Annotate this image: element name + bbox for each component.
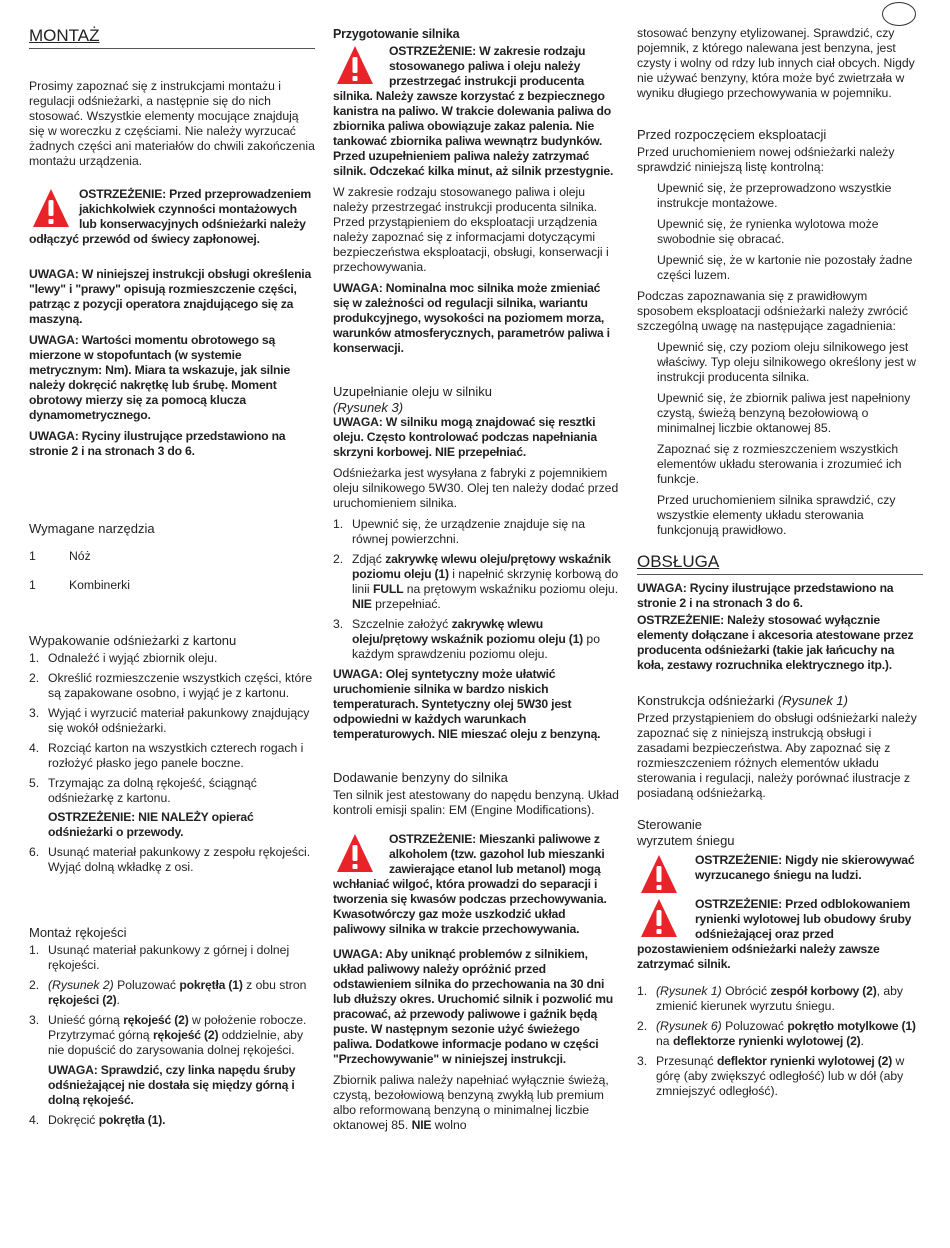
warning-alcohol-fuel: OSTRZEŻENIE: Mieszanki paliwowe z alkoholem (tzw. gazohol lub mieszanki zawierające etanol lub metanol) mogą wchłaniać wilgoć, która prowadzi do separacji i tworzenia się kwasów podczas przechowywania. Kwasotwórczy gaz może uszkodzić układ paliwowy silnika w trakcie przechowywania. bbox=[333, 832, 607, 936]
list-item: 2. Określić rozmieszczenie wszystkich części, które są zapakowane osobno, i wyjąć je z kartonu. bbox=[29, 671, 313, 700]
tool-item: 1 Nóż bbox=[29, 549, 91, 563]
fuel-text: Ten silnik jest atestowany do napędu benzyną. Układ kontroli emisji spalin: EM (Engine Modifications). bbox=[333, 788, 619, 817]
warning-triangle-icon bbox=[639, 897, 679, 941]
control-heading: Sterowanie wyrzutem śniegu bbox=[637, 817, 735, 848]
note-left-right: UWAGA: W niniejszej instrukcji obsługi określenia "lewy" i "prawy" opisują rozmieszczenie części, patrząc z pozycji operatora znajdującego się za maszyną. bbox=[29, 267, 312, 326]
warning-triangle-icon bbox=[31, 187, 71, 231]
list-item: Upewnić się, czy poziom oleju silnikowego jest właściwy. Typ oleju silnikowego określony jest w instrukcji producenta silnika. bbox=[657, 340, 916, 384]
list-item: 1. (Rysunek 1) Obrócić zespół korbowy (2), aby zmienić kierunek wyrzutu śniegu. bbox=[637, 984, 904, 1013]
fuel-heading: Dodawanie benzyny do silnika bbox=[333, 770, 508, 785]
list-item: 3. Unieść górną rękojeść (2) w położenie robocze. Przytrzymać górną rękojeść (2) oddzielnie, aby nie dopuścić do zarysowania dolnej rękojeści. UWAGA: Sprawdzić, czy linka napędu śruby odśnieżającej nie dostała się między górną i dolną rękojeść. bbox=[29, 1013, 315, 1108]
construction-text: Przed przystąpieniem do obsługi odśnieżarki należy zapoznać się z niniejszą instrukcją obsługi i zasadami bezpieczeństwa. Aby zapoznać się z rozmieszczeniem różnych elementów układu sterowania i regulacji, należy porównać ilustracje z posiadaną odśnieżarką. bbox=[637, 711, 917, 800]
list-item: Upewnić się, że w kartonie nie pozostały żadne części luzem. bbox=[657, 253, 913, 282]
note-figures-op: UWAGA: Ryciny ilustrujące przedstawiono na stronie 2 i na stronach 3 do 6. bbox=[637, 581, 894, 610]
list-item: 1. Usunąć materiał pakunkowy z górnej i dolnej rękojeści. bbox=[29, 943, 290, 972]
warning-triangle-icon bbox=[639, 853, 679, 897]
unpack-steps bbox=[29, 651, 315, 875]
warning-disconnect-plug: OSTRZEŻENIE: Przed przeprowadzeniem jakichkolwiek czynności montażowych lub konserwacyjnych odśnieżarki należy odłączyć przewód od świecy zapłonowej. bbox=[29, 187, 312, 246]
list-item: 1. Odnaleźć i wyjąć zbiornik oleju. bbox=[29, 651, 218, 665]
section-title-montaz: MONTAŻ bbox=[29, 26, 315, 49]
list-item: 1. Upewnić się, że urządzenie znajduje się na równej powierzchni. bbox=[333, 517, 586, 546]
list-item: 4. Rozciąć karton na wszystkich czterech rogach i rozłożyć płasko jego panele boczne. bbox=[29, 741, 304, 770]
prep-text: W zakresie rodzaju stosowanego paliwa i oleju należy przestrzegać instrukcji producenta silnika. Przed przystąpieniem do eksploatacji urządzenia należy zapoznać się z informacjami dotyczącymi bezpieczeństwa eksploatacji, obsługi, konserwacji i przechowywania. bbox=[333, 185, 609, 274]
oil-heading: Uzupełnianie oleju w silniku bbox=[333, 384, 492, 399]
list-item: Przed uruchomieniem silnika sprawdzić, czy wszystkie elementy układu sterowania funkcjonują prawidłowo. bbox=[657, 493, 896, 537]
construction-heading: Konstrukcja odśnieżarki (Rysunek 1) bbox=[637, 693, 848, 708]
list-item: 2. (Rysunek 6) Poluzować pokrętło motylkowe (1) na deflektorze rynienki wylotowej (2). bbox=[637, 1019, 916, 1048]
before-heading: Przed rozpoczęciem eksploatacji bbox=[637, 127, 827, 142]
list-item: 4. Dokręcić pokrętła (1). bbox=[29, 1113, 166, 1127]
oil-steps bbox=[333, 517, 619, 662]
list-item: 3. Szczelnie założyć zakrywkę wlewu oleju/prętowy wskaźnik poziomu oleju (1) po każdym sprawdzeniu poziomu oleju. bbox=[333, 617, 600, 661]
list-item: Upewnić się, że rynienka wylotowa może swobodnie się obracać. bbox=[657, 217, 879, 246]
warning-discharge-people: OSTRZEŻENIE: Nigdy nie skierowywać wyrzucanego śniegu na ludzi. bbox=[637, 853, 923, 883]
oil-figure-ref: (Rysunek 3) bbox=[333, 400, 404, 415]
section-title-obsluga: OBSŁUGA bbox=[637, 552, 923, 575]
list-item: 3. Przesunąć deflektor rynienki wylotowej (2) w górę (aby zwiększyć odległość) lub w dół (aby zmniejszyć odległość). bbox=[637, 1054, 905, 1098]
before-checklist bbox=[637, 181, 923, 283]
list-item: 2. Zdjąć zakrywkę wlewu oleju/prętowy wskaźnik poziomu oleju (1) i napełnić skrzynię korbową do linii FULL na prętowym wskaźniku poziomu oleju. NIE przepełniać. bbox=[333, 552, 619, 611]
note-cable: UWAGA: Sprawdzić, czy linka napędu śruby odśnieżającej nie dostała się między górną i dolną rękojeść. bbox=[48, 1063, 296, 1107]
tools-heading: Wymagane narzędzia bbox=[29, 521, 155, 536]
warning-no-lean: OSTRZEŻENIE: NIE NALEŻY opierać odśnieżarki o przewody. bbox=[48, 810, 254, 839]
note-fuel-storage: UWAGA: Aby uniknąć problemów z silnikiem, układ paliwowy należy opróżnić przed odstawieniem silnika do przechowania na 30 dni lub dłuższy okres. Uruchomić silnik i pozwolić mu pracować, aż przewody paliwowe i gaźnik będą puste. W następnym sezonie użyć świeżego paliwa. Dodatkowe informacje podano w części "Przechowywanie" w niniejszej instrukcji. bbox=[333, 947, 614, 1066]
warning-stop-engine: OSTRZEŻENIE: Przed odblokowaniem rynienki wylotowej lub obudowy śruby odśnieżającej oraz przed pozostawieniem odśnieżarki należy zawsze zatrzymać silnik. bbox=[637, 897, 912, 971]
tools-list bbox=[29, 549, 315, 593]
list-item: 6. Usunąć materiał pakunkowy z zespołu rękojeści. Wyjąć dolną wkładkę z osi. bbox=[29, 845, 311, 874]
intro-text: Prosimy zapoznać się z instrukcjami montażu i regulacji odśnieżarki, a następnie się do nich stosować. Wszystkie elementy mocujące znajdują się w woreczku z częściami. Nie należy wyrzucać żadnych części ani materiałów do chwili zakończenia montażu urządzenia. bbox=[29, 79, 315, 168]
column-left bbox=[29, 26, 315, 1133]
note-oil-residue: UWAGA: W silniku mogą znajdować się resztki oleju. Często kontrolować podczas napełniania skrzyni korbowej. NIE przepełniać. bbox=[333, 415, 597, 459]
warning-fuel-safety: OSTRZEŻENIE: W zakresie rodzaju stosowanego paliwa i oleju należy przestrzegać instrukcji producenta silnika. Należy zawsze korzystać z bezpiecznego kanistra na paliwo. W trakcie dolewania paliwa do zbiornika paliwa obowiązuje zakaz palenia. Nie tankować zbiornika paliwa wewnątrz budynków. Przed uzupełnieniem paliwa należy zatrzymać silnik. Odczekać kilka minut, aż silnik przestygnie. bbox=[333, 44, 614, 178]
warning-triangle-icon bbox=[335, 832, 375, 876]
during-checklist bbox=[637, 340, 923, 538]
tool-item: 1 Kombinerki bbox=[29, 578, 130, 592]
before-text: Przed uruchomieniem nowej odśnieżarki należy sprawdzić niniejszą listę kontrolną: bbox=[637, 145, 895, 174]
control-steps bbox=[637, 984, 923, 1099]
note-synthetic-oil: UWAGA: Olej syntetyczny może ułatwić uruchomienie silnika w bardzo niskich temperaturach. Syntetyczny olej 5W30 jest odpowiedni w każdych warunkach temperaturowych. NIE mieszać oleju z benzyną. bbox=[333, 667, 601, 741]
unpack-heading: Wypakowanie odśnieżarki z kartonu bbox=[29, 633, 237, 648]
handle-heading: Montaż rękojeści bbox=[29, 925, 127, 940]
list-item: 2. (Rysunek 2) Poluzować pokrętła (1) z obu stron rękojeści (2). bbox=[29, 978, 307, 1007]
oil-text: Odśnieżarka jest wysyłana z fabryki z pojemnikiem oleju silnikowego 5W30. Olej ten należy dodać przed uruchomieniem silnika. bbox=[333, 466, 619, 510]
list-item: Upewnić się, że zbiornik paliwa jest napełniony czystą, świeżą benzyną bezołowiową o minimalnej liczbie oktanowej 85. bbox=[657, 391, 911, 435]
page-number-circle bbox=[882, 2, 916, 26]
list-item: 5. Trzymając za dolną rękojeść, ściągnąć odśnieżarkę z kartonu. OSTRZEŻENIE: NIE NALEŻY opierać odśnieżarki o przewody. bbox=[29, 776, 315, 840]
warning-triangle-icon bbox=[335, 44, 375, 88]
note-figures: UWAGA: Ryciny ilustrujące przedstawiono na stronie 2 i na stronach 3 do 6. bbox=[29, 429, 286, 458]
prep-heading: Przygotowanie silnika bbox=[333, 27, 460, 41]
list-item: Upewnić się, że przeprowadzono wszystkie instrukcje montażowe. bbox=[657, 181, 892, 210]
list-item: 3. Wyjąć i wyrzucić materiał pakunkowy znajdujący się wokół odśnieżarki. bbox=[29, 706, 310, 735]
fuel-text-cont: stosować benzyny etylizowanej. Sprawdzić, czy pojemnik, z którego nalewana jest benzyna, jest czysty i wolny od rdzy lub innych ciał obcych. Nigdy nie używać benzyny, która może być zwietrzała w wyniku długiego przechowywania w pojemniku. bbox=[637, 26, 915, 100]
during-text: Podczas zapoznawania się z prawidłowym sposobem eksploatacji odśnieżarki należy zwrócić szczególną uwagę na następujące zagadnienia: bbox=[637, 289, 908, 333]
warning-accessories: OSTRZEŻENIE: Należy stosować wyłącznie elementy dołączane i akcesoria atestowane przez producenta odśnieżarki (takie jak łańcuchy na koła, zestawy rozruchnika elektrycznego itp.). bbox=[637, 613, 914, 672]
note-torque: UWAGA: Wartości momentu obrotowego są mierzone w stopofuntach (w systemie metrycznym: Nm). Miara ta wskazuje, jak silnie należy dokręcić nakrętkę lub śrubę. Moment obrotowy mierzy się za pomocą klucza dynamometrycznego. bbox=[29, 333, 291, 422]
column-middle bbox=[333, 26, 619, 1139]
handle-steps bbox=[29, 943, 315, 1128]
note-engine-power: UWAGA: Nominalna moc silnika może zmieniać się w zależności od regulacji silnika, wariantu produkcyjnego, wysokości na poziomem morza, warunków atmosferycznych, parametrów paliwa i konserwacji. bbox=[333, 281, 610, 355]
list-item: Zapoznać się z rozmieszczeniem wszystkich elementów układu sterowania i zrozumieć ich funkcje. bbox=[657, 442, 902, 486]
fuel-text-2: Zbiornik paliwa należy napełniać wyłącznie świeżą, czystą, bezołowiową benzyną zwykłą lub premium albo reformowaną benzyną o minimalnej liczbie oktanowej 85. NIE wolno bbox=[333, 1073, 609, 1132]
column-right bbox=[637, 26, 923, 1104]
